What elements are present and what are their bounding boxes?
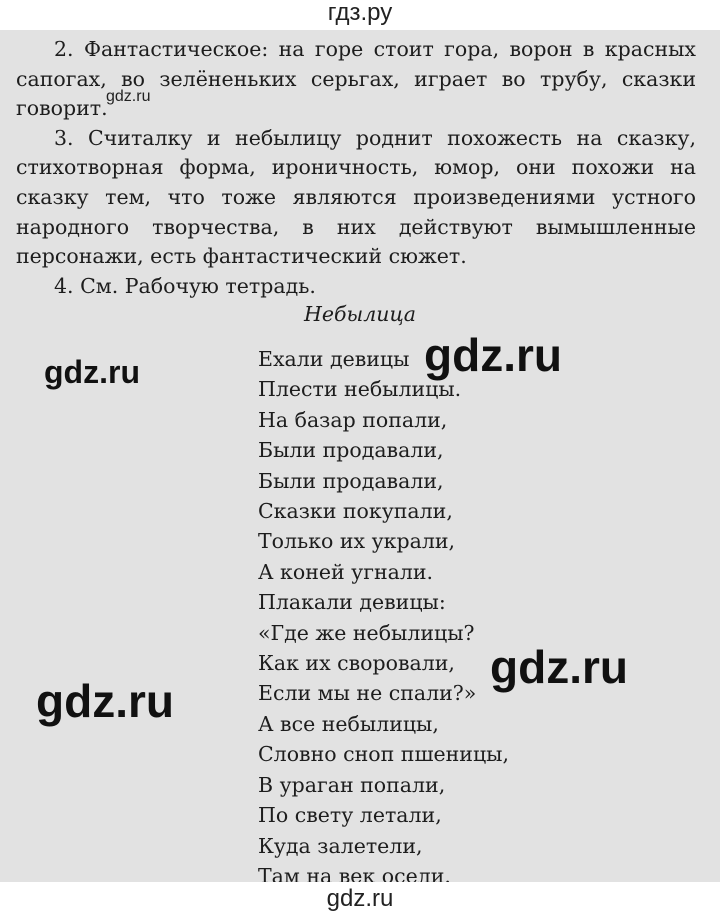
answer-text bbox=[16, 30, 696, 301]
site-header bbox=[0, 0, 720, 30]
poem-line: Там на век осели. bbox=[258, 863, 451, 882]
poem-line: Плакали девицы: bbox=[258, 590, 446, 615]
poem-line: Куда залетели, bbox=[258, 833, 423, 858]
poem-line: Словно сноп пшеницы, bbox=[258, 742, 509, 767]
poem-line: Сказки покупали, bbox=[258, 499, 453, 524]
watermark-left-bottom: gdz.ru bbox=[36, 675, 174, 727]
watermark-right-bottom: gdz.ru bbox=[490, 641, 628, 693]
poem-line: Как их своровали, bbox=[258, 651, 455, 676]
site-header-text: гдз.ру bbox=[327, 0, 393, 26]
scanned-page bbox=[0, 30, 720, 882]
poem-line: Плести небылицы. bbox=[258, 377, 462, 402]
poem-title: Небылица bbox=[304, 302, 416, 326]
answer-paragraph-4: 4. См. Рабочую тетрадь. bbox=[54, 273, 316, 298]
answer-paragraph-3: 3. Считалку и небылицу роднит похожесть на сказку, стихотворная форма, ироничность, юмор, они похожи на сказку тем, что тоже являются произведениями устного народного творчества, в них действуют вымышленные персонажи, есть фантастический сюжет. bbox=[16, 125, 696, 269]
poem-line: На базар попали, bbox=[258, 407, 448, 432]
watermark-left-middle: gdz.ru bbox=[44, 354, 140, 390]
poem-line: А коней угнали. bbox=[258, 559, 434, 584]
answer-paragraph-2: 2. Фантастическое: на горе стоит гора, ворон в красных сапогах, во зелёненьких серьгах, играет во трубу, сказки говорит. bbox=[16, 37, 696, 121]
poem-line: В ураган попали, bbox=[258, 772, 446, 797]
poem-line: Только их украли, bbox=[258, 529, 456, 554]
poem-line: Были продавали, bbox=[258, 438, 444, 463]
site-footer bbox=[0, 882, 720, 918]
poem-line: Были продавали, bbox=[258, 468, 444, 493]
poem-line: По свету летали, bbox=[258, 803, 442, 828]
watermark-right-top: gdz.ru bbox=[424, 329, 562, 381]
poem-line: «Где же небылицы? bbox=[258, 620, 475, 645]
site-footer-text: gdz.ru bbox=[326, 885, 394, 912]
poem-line: А все небылицы, bbox=[258, 711, 439, 736]
poem-lines bbox=[258, 344, 509, 882]
watermark-small: gdz.ru bbox=[106, 88, 151, 105]
poem-line: Ехали девицы bbox=[258, 347, 410, 371]
poem-line: Если мы не спали?» bbox=[258, 681, 477, 706]
